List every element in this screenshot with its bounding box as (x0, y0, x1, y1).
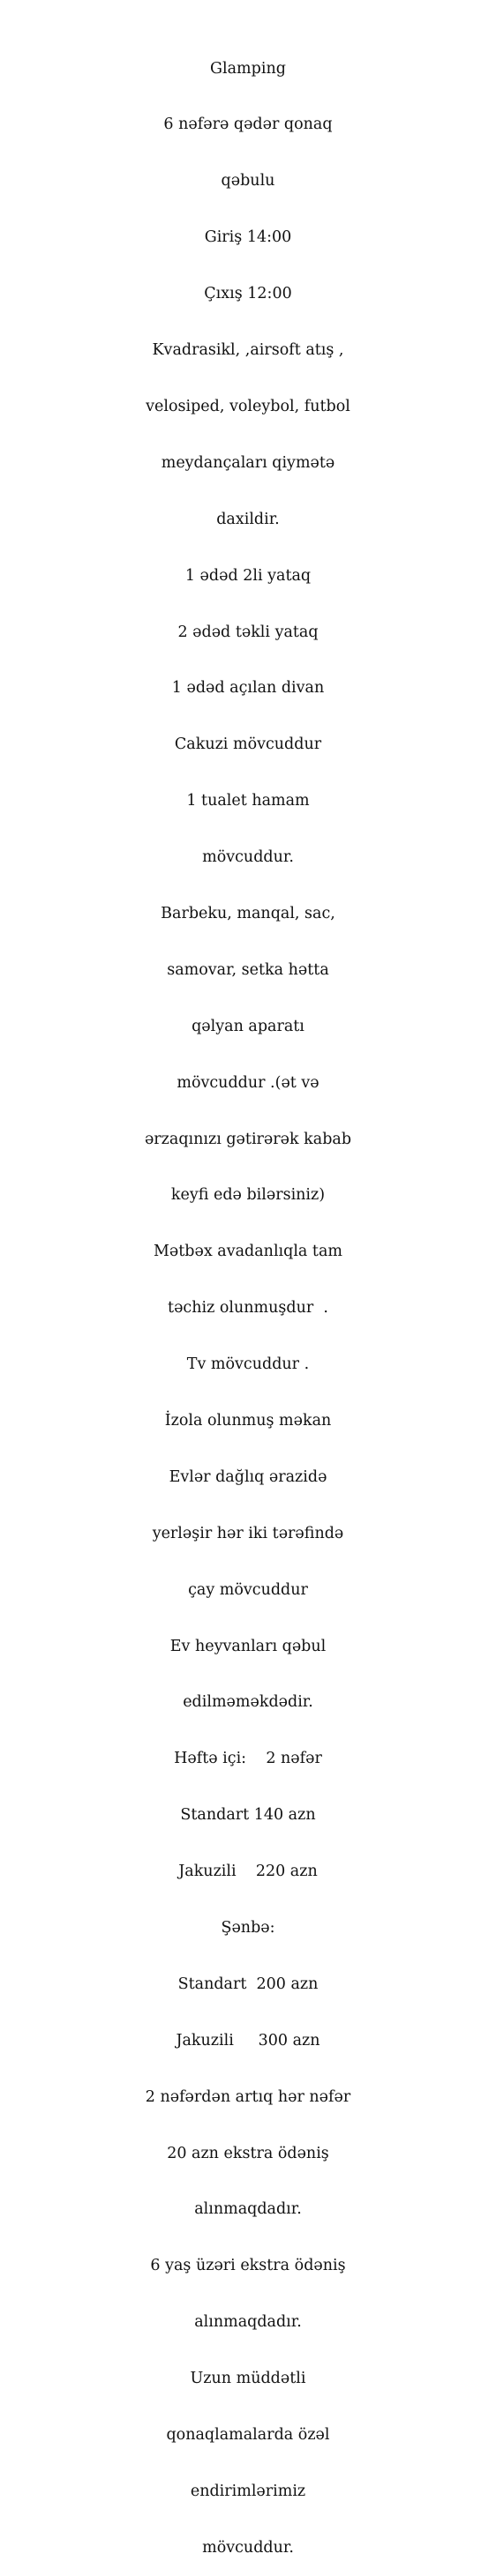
text-line: Ev heyvanları qəbul (169, 1637, 327, 1655)
text-line: ərzaqınızı gətirərək kabab (144, 1130, 352, 1148)
text-line: meydançaları qiymətə (161, 453, 335, 472)
text-line: Həftə içi: 2 nəfər (174, 1750, 322, 1768)
text-line: mövcuddur .(ət və (177, 1073, 319, 1092)
text-line: Giriş 14:00 (204, 228, 292, 247)
text-line: yerləşir hər iki tərəfində (152, 1524, 344, 1542)
text-line: alınmaqdadır. (194, 2313, 302, 2332)
text-line: Şənbə: (221, 1918, 275, 1937)
text-line: endirimlərimiz (190, 2482, 306, 2500)
text-line: çay mövcuddur (188, 1580, 308, 1599)
text-line: Evlər dağlıq ərazidə (169, 1467, 327, 1486)
text-line: 2 ədəd təkli yataq (177, 623, 319, 641)
text-line: Standart 200 azn (177, 1975, 319, 1993)
text-line: Cakuzi mövcuddur (174, 735, 322, 754)
text-line: velosiped, voleybol, futbol (146, 397, 350, 415)
text-line: qonaqlamalarda özəl (166, 2426, 330, 2444)
text-line: mövcuddur. (202, 2538, 294, 2557)
text-line: təchiz olunmuşdur . (168, 1299, 328, 1318)
text-line: 1 ədəd 2li yataq (184, 566, 312, 585)
text-line: Jakuzili 300 azn (176, 2031, 320, 2050)
text-line: İzola olunmuş məkan (164, 1411, 332, 1430)
document-text (0, 22, 496, 2576)
text-line: Çıxış 12:00 (204, 285, 292, 303)
text-line: qəbulu (221, 172, 275, 190)
text-line: 1 ədəd açılan divan (171, 679, 325, 698)
text-line: Barbeku, manqal, sac, (161, 904, 335, 922)
text-line: Jakuzili 220 azn (178, 1863, 318, 1881)
text-line: keyfi edə bilərsiniz) (170, 1186, 326, 1205)
text-line: 6 yaş üzəri ekstra ödəniş (150, 2257, 346, 2275)
text-line: 20 azn ekstra ödəniş (167, 2144, 329, 2162)
text-line: Mətbəx avadanlıqla tam (153, 1243, 342, 1261)
text-line: mövcuddur. (202, 848, 294, 867)
text-line: Kvadrasikl, ,airsoft atış , (152, 341, 344, 360)
text-line: qəlyan aparatı (192, 1017, 304, 1035)
text-line: Glamping (210, 59, 286, 78)
text-line: Standart 140 azn (180, 1806, 316, 1825)
text-line: Uzun müddətli (190, 2370, 306, 2388)
text-line: samovar, setka hətta (167, 960, 329, 979)
text-line: daxildir. (216, 510, 280, 528)
text-line: Tv mövcuddur . (186, 1355, 310, 1374)
text-line: alınmaqdadır. (194, 2200, 302, 2219)
text-line: 1 tualet hamam (186, 792, 310, 810)
text-line: 6 nəfərə qədər qonaq (163, 116, 333, 134)
text-line: edilməməkdədir. (183, 1693, 313, 1712)
text-line: 2 nəfərdən artıq hər nəfər (145, 2087, 351, 2106)
